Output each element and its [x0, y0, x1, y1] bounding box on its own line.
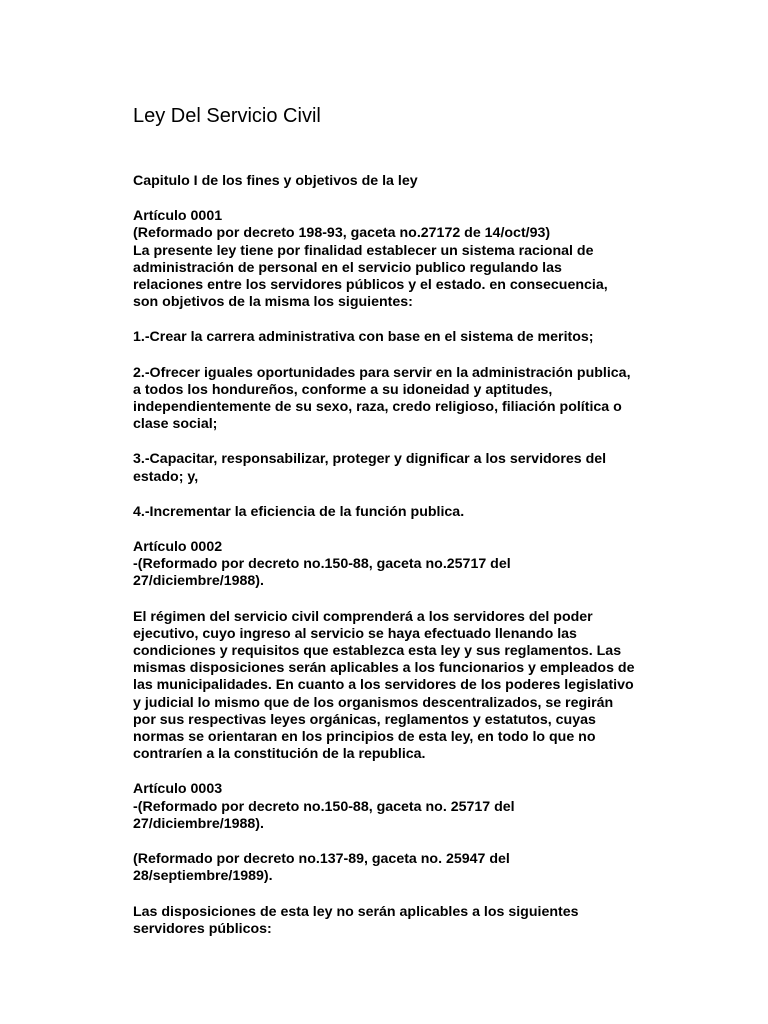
article-heading: Artículo 0003 [133, 781, 223, 798]
objective-2 [133, 365, 653, 434]
text-line: 2.-Ofrecer iguales oportunidades para servir en la administración publica, [133, 364, 631, 381]
text-line: -(Reformado por decreto no.150-88, gaceta no. 25717 del [133, 798, 515, 815]
text-line: son objetivos de la misma los siguientes: [133, 294, 413, 311]
objective-3 [133, 451, 653, 485]
chapter-heading [133, 173, 653, 190]
text-line: servidores públicos: [133, 920, 272, 937]
article-0003-body [133, 904, 653, 938]
text-line: 4.-Incrementar la eficiencia de la función publica. [133, 503, 465, 520]
text-line: clase social; [133, 416, 218, 433]
article-0001 [133, 208, 653, 311]
text-line: contraríen a la constitución de la republica. [133, 746, 426, 763]
article-0003-reform [133, 851, 653, 885]
text-line: 28/septiembre/1989). [133, 868, 273, 885]
text-line: condiciones y requisitos que establezca esta ley y sus reglamentos. Las [133, 643, 622, 660]
article-0002-body [133, 609, 653, 764]
text-line: El régimen del servicio civil comprenderá a los servidores del poder [133, 608, 593, 625]
objective-1 [133, 329, 653, 346]
text-line: 27/diciembre/1988). [133, 815, 264, 832]
text-line: normas se orientaran en los principios de esta ley, en todo lo que no [133, 729, 596, 746]
article-heading: Artículo 0001 [133, 208, 223, 225]
text-line: 1.-Crear la carrera administrativa con base en el sistema de meritos; [133, 329, 594, 346]
text-line: (Reformado por decreto 198-93, gaceta no.27172 de 14/oct/93) [133, 225, 551, 242]
text-line: -(Reformado por decreto no.150-88, gaceta no.25717 del [133, 556, 511, 573]
text-line: a todos los hondureños, conforme a su idoneidad y aptitudes, [133, 381, 553, 398]
text-line: (Reformado por decreto no.137-89, gaceta no. 25947 del [133, 851, 510, 868]
text-line: Capitulo I de los fines y objetivos de la ley [133, 173, 418, 189]
text-line: administración de personal en el servicio publico regulando las [133, 259, 562, 276]
text-line: ejecutivo, cuyo ingreso al servicio se haya efectuado llenando las [133, 625, 577, 642]
article-heading: Artículo 0002 [133, 539, 223, 556]
text-line: estado; y, [133, 468, 199, 485]
text-line: por sus respectivas leyes orgánicas, reglamentos y estatutos, cuyas [133, 711, 596, 728]
text-line: La presente ley tiene por finalidad establecer un sistema racional de [133, 242, 594, 259]
text-line: 27/diciembre/1988). [133, 573, 264, 590]
text-line: relaciones entre los servidores públicos y el estado. en consecuencia, [133, 277, 608, 294]
text-line: 3.-Capacitar, responsabilizar, proteger y dignificar a los servidores del [133, 451, 607, 468]
article-0003 [133, 781, 653, 833]
document-body [133, 173, 653, 956]
article-0002 [133, 539, 653, 591]
text-line: las municipalidades. En cuanto a los servidores de los poderes legislativo [133, 677, 634, 694]
document-title: Ley Del Servicio Civil [133, 105, 321, 127]
text-line: independientemente de su sexo, raza, credo religioso, filiación política o [133, 399, 622, 416]
objective-4 [133, 504, 653, 521]
text-line: mismas disposiciones serán aplicables a los funcionarios y empleados de [133, 660, 635, 677]
text-line: Las disposiciones de esta ley no serán aplicables a los siguientes [133, 903, 579, 920]
text-line: y judicial lo mismo que de los organismos descentralizados, se regirán [133, 694, 614, 711]
